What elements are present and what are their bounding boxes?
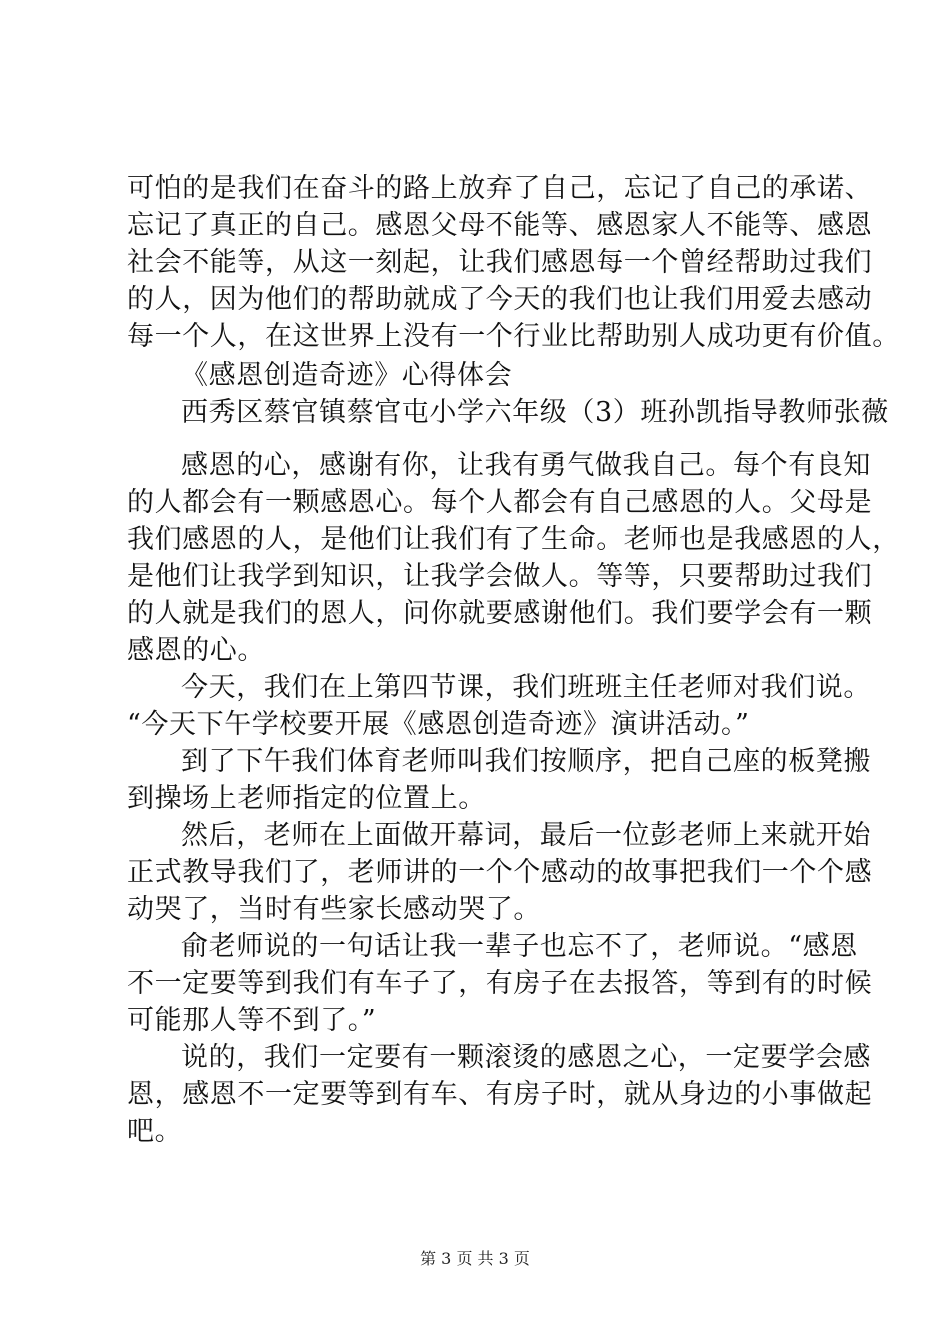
text-line: 感恩的心。 — [127, 635, 265, 666]
text-line: 到操场上老师指定的位置上。 — [127, 783, 486, 814]
essay-heading — [127, 357, 889, 431]
text-line: 可能那人等不到了。” — [127, 1005, 377, 1036]
continuation-paragraph — [127, 170, 900, 355]
essay-title: 《感恩创造奇迹》心得体会 — [181, 360, 513, 391]
text-line: “今天下午学校要开展《感恩创造奇迹》演讲活动。” — [127, 709, 750, 740]
essay-body — [127, 447, 900, 1150]
text-line: 今天，我们在上第四节课，我们班班主任老师对我们说。 — [181, 672, 871, 703]
text-line: 的人就是我们的恩人，问你就要感谢他们。我们要学会有一颗 — [127, 598, 873, 629]
page-number-footer: 第 3 页 共 3 页 — [420, 1249, 530, 1268]
essay-byline: 西秀区蔡官镇蔡官屯小学六年级（3）班孙凯指导教师张薇 — [181, 397, 889, 428]
text-line: 正式教导我们了，老师讲的一个个感动的故事把我们一个个感 — [127, 857, 873, 888]
text-line: 的人都会有一颗感恩心。每个人都会有自己感恩的人。父母是 — [127, 487, 873, 518]
text-line: 可怕的是我们在奋斗的路上放弃了自己，忘记了自己的承诺、 — [127, 173, 873, 204]
text-line: 每一个人，在这世界上没有一个行业比帮助别人成功更有价值。 — [127, 321, 900, 352]
text-line: 俞老师说的一句话让我一辈子也忘不了，老师说。“感恩 — [181, 931, 858, 962]
text-line: 是他们让我学到知识，让我学会做人。等等，只要帮助过我们 — [127, 561, 873, 592]
text-line: 吧。 — [127, 1116, 183, 1147]
text-line: 动哭了，当时有些家长感动哭了。 — [127, 894, 541, 925]
text-line: 恩，感恩不一定要等到有车、有房子时，就从身边的小事做起 — [127, 1079, 873, 1110]
text-line: 社会不能等，从这一刻起，让我们感恩每一个曾经帮助过我们 — [127, 247, 873, 278]
text-line: 到了下午我们体育老师叫我们按顺序，把自己座的板凳搬 — [181, 746, 871, 777]
text-line: 不一定要等到我们有车子了，有房子在去报答，等到有的时候 — [127, 968, 873, 999]
text-line: 我们感恩的人，是他们让我们有了生命。老师也是我感恩的人， — [127, 524, 900, 555]
text-line: 忘记了真正的自己。感恩父母不能等、感恩家人不能等、感恩 — [127, 210, 873, 241]
text-line: 然后，老师在上面做开幕词，最后一位彭老师上来就开始 — [181, 820, 871, 851]
text-line: 感恩的心，感谢有你，让我有勇气做我自己。每个有良知 — [181, 450, 871, 481]
text-line: 说的，我们一定要有一颗滚烫的感恩之心，一定要学会感 — [181, 1042, 871, 1073]
text-line: 的人，因为他们的帮助就成了今天的我们也让我们用爱去感动 — [127, 284, 873, 315]
